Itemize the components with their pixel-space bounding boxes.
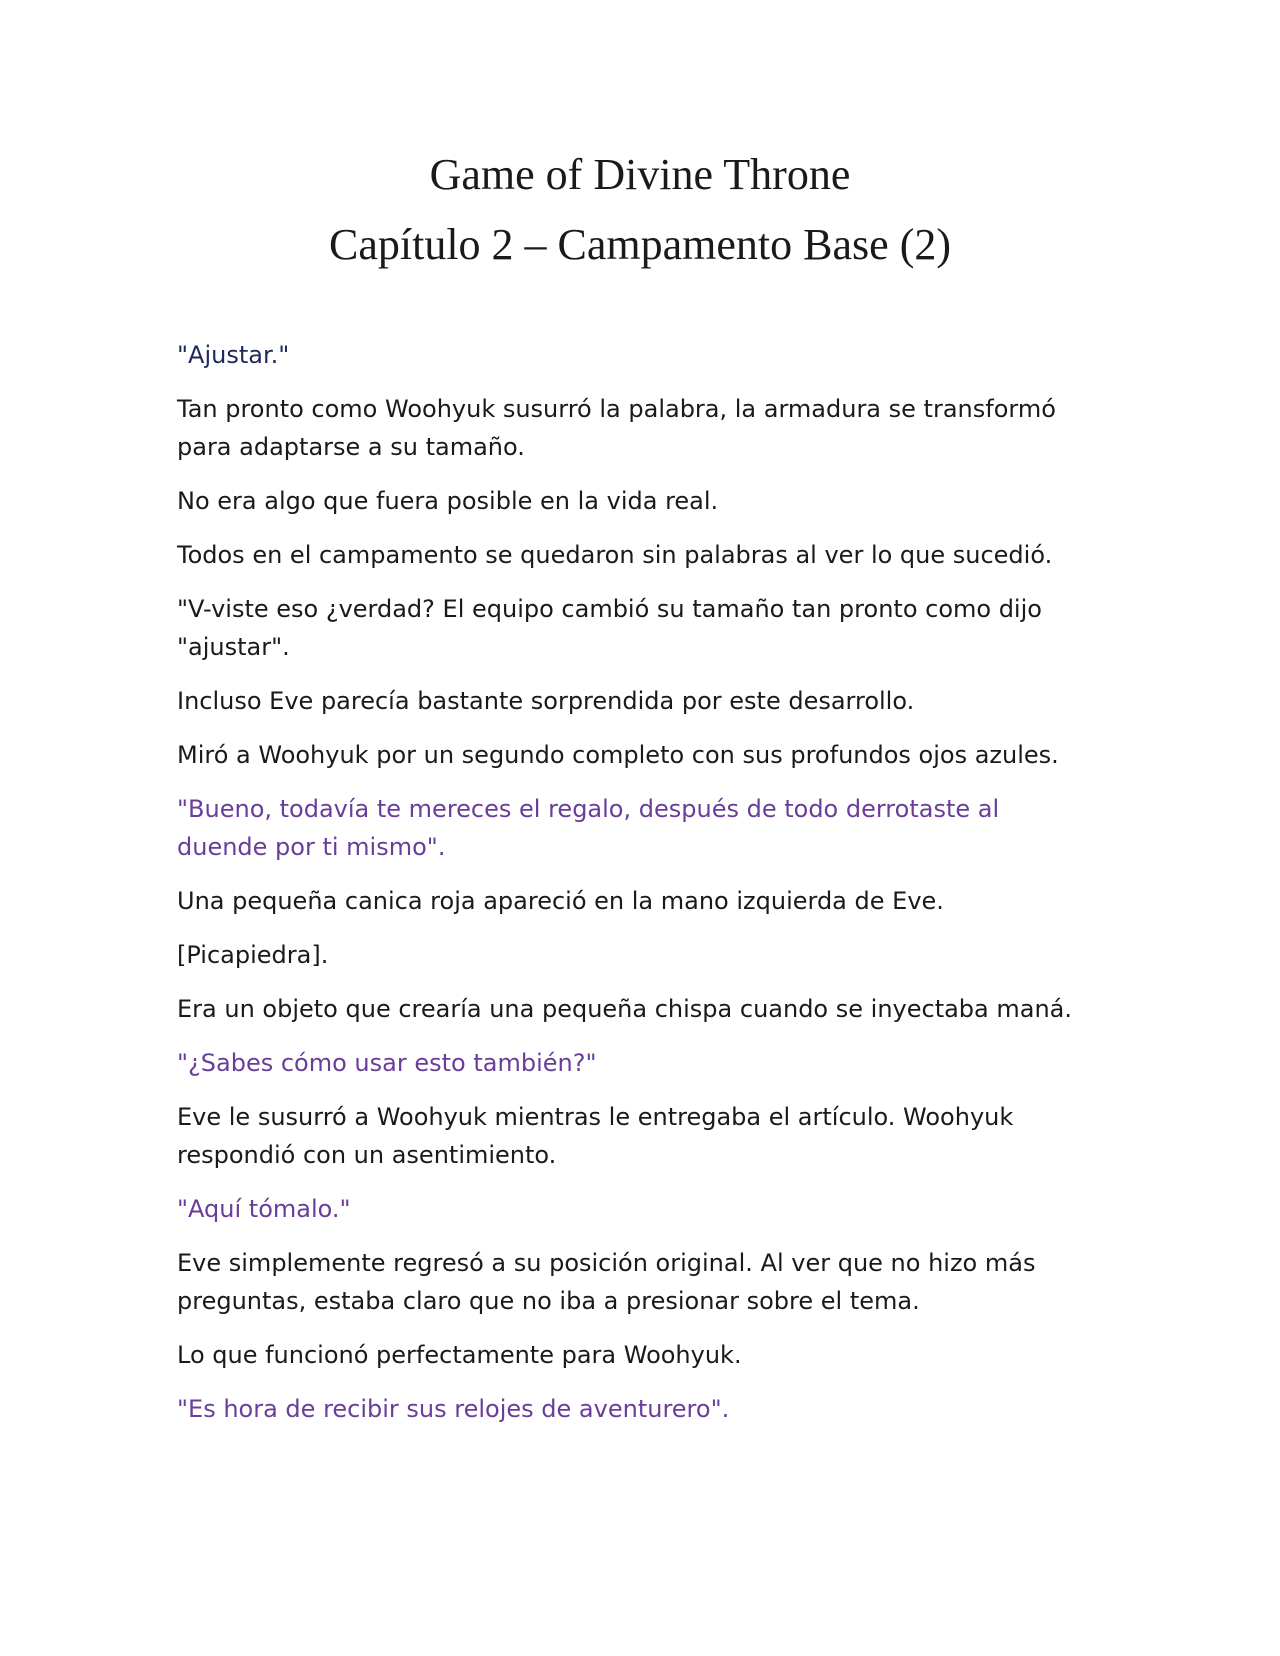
paragraph: Una pequeña canica roja apareció en la mano izquierda de Eve. <box>177 887 944 915</box>
paragraph: "Bueno, todavía te mereces el regalo, después de todo derrotaste al duende por ti mismo". <box>177 795 1000 861</box>
paragraph: Era un objeto que crearía una pequeña chispa cuando se inyectaba maná. <box>177 995 1073 1023</box>
paragraph: Lo que funcionó perfectamente para Woohyuk. <box>177 1341 742 1369</box>
paragraph: "V-viste eso ¿verdad? El equipo cambió su tamaño tan pronto como dijo "ajustar". <box>177 595 1042 661</box>
paragraph: Eve le susurró a Woohyuk mientras le entregaba el artículo. Woohyuk respondió con un asentimiento. <box>177 1103 1014 1169</box>
paragraph: Tan pronto como Woohyuk susurró la palabra, la armadura se transformó para adaptarse a su tamaño. <box>177 395 1056 461</box>
paragraph: No era algo que fuera posible en la vida real. <box>177 487 719 515</box>
paragraph: "Es hora de recibir sus relojes de aventurero". <box>177 1395 730 1423</box>
paragraph: Miró a Woohyuk por un segundo completo con sus profundos ojos azules. <box>177 741 1059 769</box>
document-body <box>177 336 1097 1444</box>
paragraph: [Picapiedra]. <box>177 941 329 969</box>
paragraph: Eve simplemente regresó a su posición original. Al ver que no hizo más preguntas, estaba claro que no iba a presionar sobre el tema. <box>177 1249 1036 1315</box>
paragraph: "¿Sabes cómo usar esto también?" <box>177 1049 597 1077</box>
chapter-title: Capítulo 2 – Campamento Base (2) <box>329 220 951 269</box>
paragraph: Todos en el campamento se quedaron sin palabras al ver lo que sucedió. <box>177 541 1053 569</box>
paragraph: "Ajustar." <box>177 341 290 369</box>
title-block <box>0 140 1280 280</box>
paragraph: Incluso Eve parecía bastante sorprendida por este desarrollo. <box>177 687 915 715</box>
paragraph: "Aquí tómalo." <box>177 1195 351 1223</box>
document-title: Game of Divine Throne <box>429 150 851 199</box>
